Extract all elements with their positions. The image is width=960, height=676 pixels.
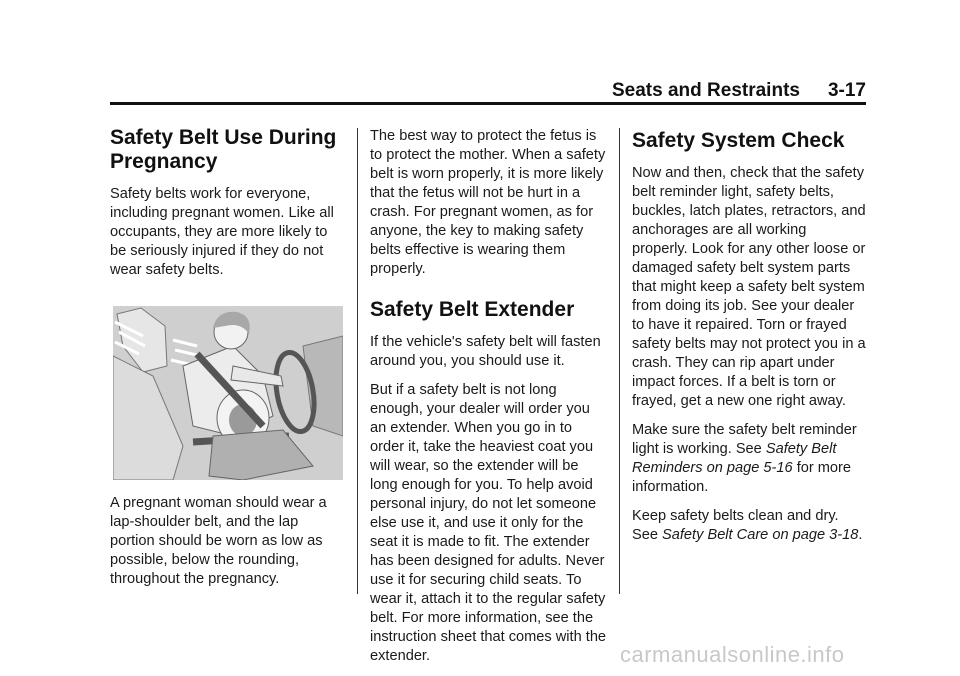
column-1 [110, 118, 346, 599]
xref-safety-belt-care[interactable]: Safety Belt Care on page 3-18 [662, 527, 859, 543]
page-header [110, 80, 866, 102]
column-3 [632, 127, 866, 555]
header-rule [110, 102, 866, 105]
paragraph-extender-2: But if a safety belt is not long enough, your dealer will order you an extender. When you go in to order it, take the heaviest coat you will wear, so the extender will be long enough for you. To help avoid personal injury, do not let someone else use it, and use it only for the seat it is made to fit. The extender has been designed for adults. Never use it for securing child seats. To wear it, attach it to the regular safety belt. For more information, see the instruction sheet that comes with the extender. [370, 382, 607, 664]
paragraph-pregnancy-intro: Safety belts work for everyone, including pregnant women. Like all occupants, they are more likely to be seriously injured if they do not wear safety belts. [110, 186, 334, 278]
heading-system-check: Safety System Check [632, 129, 845, 152]
xref-safety-belt-reminders[interactable]: Safety Belt Reminders on page 5-16 [632, 441, 837, 476]
column-2 [370, 127, 610, 676]
illustration-caption: A pregnant woman should wear a lap-shoulder belt, and the lap portion should be worn as low as possible, below the rounding, throughout the pregnancy. [110, 495, 327, 587]
column-divider-2 [619, 128, 620, 594]
page-number: 3-17 [827, 80, 866, 101]
column-divider-1 [357, 128, 358, 594]
paragraph-fetus: The best way to protect the fetus is to protect the mother. When a safety belt is worn properly, it is more likely that the fetus will not be hurt in a crash. For pregnant women, as for anyone, the key to making safety belts effective is wearing them properly. [370, 128, 606, 277]
paragraph-extender-1: If the vehicle's safety belt will fasten around you, you should use it. [370, 334, 601, 369]
watermark: carmanualsonline.info [620, 642, 845, 667]
paragraph-belt-care: Keep safety belts clean and dry. See Safety Belt Care on page 3-18. [632, 508, 863, 543]
paragraph-system-check: Now and then, check that the safety belt reminder light, safety belts, buckles, latch plates, retractors, and anchorages are all working properly. Look for any other loose or damaged safety belt system parts that might keep a safety belt system from doing its job. See your dealer to have it repaired. Torn or frayed safety belts may not protect you in a crash. They can rip apart under impact forces. If a belt is torn or frayed, get a new one right away. [632, 165, 866, 409]
pregnant-woman-seatbelt-illustration [113, 306, 343, 480]
section-title: Seats and Restraints [612, 80, 800, 101]
paragraph-reminder-light: Make sure the safety belt reminder light is working. See Safety Belt Reminders on page 5-16 for more information. [632, 422, 857, 495]
heading-extender: Safety Belt Extender [370, 298, 575, 321]
heading-pregnancy: Safety Belt Use During Pregnancy [110, 126, 337, 173]
